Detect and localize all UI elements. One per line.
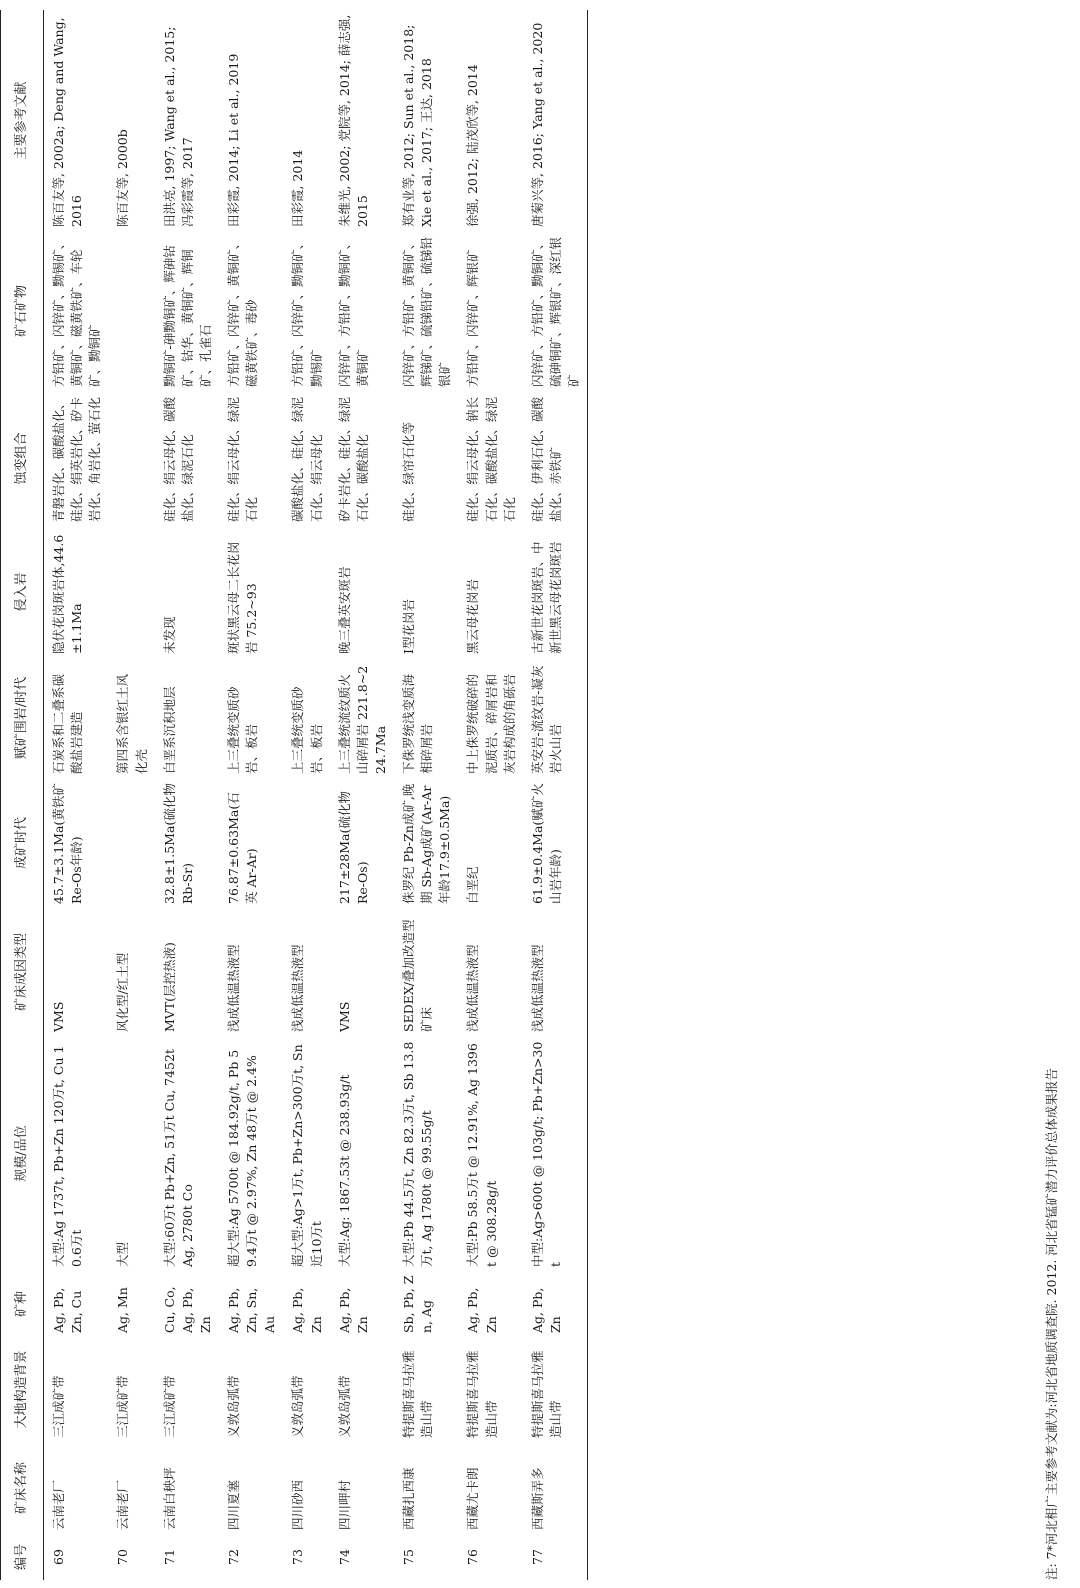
table-cell: VMS (336, 1001, 352, 1032)
table-cell: 下侏罗统浅变质海相碎屑岩 (401, 673, 435, 774)
table-cell: SEDEX/叠加改造型矿床 (401, 919, 435, 1032)
table-cell: 217±28Ma(硫化物 Re-Os) (336, 791, 370, 904)
table-row (523, 10, 588, 1580)
column-header: 编号 (1, 1534, 44, 1580)
table-cell: Cu, Co, Ag, Pb, Zn (161, 1286, 213, 1333)
table-cell: 中上侏罗统破碎的泥质岩、碎屑岩和灰岩构成的角砾岩 (465, 673, 517, 774)
table-cell: 浅成低温热液型 (465, 944, 481, 1032)
table-cell (108, 526, 154, 658)
table-cell: VMS (51, 1001, 66, 1032)
table-cell: 云南老厂 (115, 1479, 131, 1530)
table-cell: 义敦岛弧带 (290, 1375, 306, 1438)
table-cell: 田彩霞, 2014 (290, 149, 306, 227)
table-cell: 大型 (115, 1241, 131, 1267)
table-cell: 大型:Ag 1737t, Pb+Zn 120万t, Cu 10.6万t (51, 1045, 85, 1267)
table-cell: 77 (523, 1534, 588, 1580)
table-cell: 云南老厂 (51, 1479, 66, 1530)
table-cell: 风化型/红土型 (115, 952, 131, 1032)
table-cell: 三江成矿带 (51, 1375, 66, 1438)
table-header-row (1, 10, 44, 1580)
table-cell: 硅化、绢云母化、钠长石化、碳酸盐化、绿泥石化 (465, 396, 517, 522)
column-header: 矿石矿物 (1, 231, 44, 391)
table-cell: 特提斯喜马拉雅造山带 (465, 1350, 499, 1438)
table-row (155, 10, 219, 1580)
table-cell: 西藏斯弄多 (523, 1442, 588, 1534)
table-cell: Ag, Pb, Zn, Sn, Au (226, 1287, 278, 1333)
table-cell: 32.8±1.5Ma(硫化物 Rb-Sr) (161, 783, 195, 904)
table-cell: 田彩霞, 2014; Li et al., 2019 (226, 53, 241, 227)
table-cell: Ag, Pb, Zn (336, 1287, 370, 1333)
table-cell: 70 (115, 1549, 131, 1565)
table-cell: 徐强, 2012; 陆茂欣等, 2014 (465, 64, 481, 227)
deposit-table (0, 10, 588, 1580)
column-header: 矿床名称 (1, 1442, 44, 1534)
table-cell: 未发现 (161, 616, 177, 654)
column-header: 侵入岩 (1, 526, 44, 658)
table-cell: 三江成矿带 (115, 1375, 131, 1438)
table-cell: 第四系含银红土风化壳 (115, 673, 149, 774)
table-cell: 陈百友等, 2002a; Deng and Wang, 2016 (51, 17, 85, 227)
table-cell: 硅化、绢云母化、绿泥石化 (226, 396, 260, 522)
table-cell: 闪锌矿、方铅矿、黝铜矿、硫砷铜矿、辉银矿、深红银矿 (523, 231, 588, 391)
table-cell: 浅成低温热液型 (290, 944, 306, 1032)
table-cell: 闪锌矿、方铅矿、黝铜矿、黄铜矿 (336, 236, 370, 387)
table-cell: 中型:Ag>600t @ 103g/t; Pb+Zn>30t (523, 1036, 588, 1271)
table-cell: 黑云母花岗岩 (465, 578, 481, 654)
table-cell: 矽卡岩化、硅化、绿泥石化、碳酸盐化 (336, 396, 370, 522)
table-row (458, 10, 522, 1580)
table-cell: 白垩系沉积地层 (161, 686, 177, 774)
table-cell: 超大型:Ag 5700t @ 184.92g/t, Pb 59.4万t @ 2.97%, Zn 48万t @ 2.4% (226, 1049, 260, 1267)
table-cell (108, 778, 154, 908)
table-cell: 石炭系和二叠系碳酸盐岩建造 (51, 673, 85, 774)
table-row (283, 10, 329, 1580)
table-cell: 隐伏花岗斑岩体,44.6±1.1Ma (51, 534, 85, 654)
table-cell: 白垩纪 (465, 866, 481, 904)
table-cell: 超大型:Ag>1万t, Pb+Zn>300万t, Sn近10万t (290, 1044, 324, 1267)
table-cell: 方铅矿、闪锌矿、辉银矿 (465, 249, 481, 387)
table-cell: 大型:Pb 44.5万t, Zn 82.3万t, Sb 13.8万t, Ag 1780t @ 99.55g/t (401, 1041, 435, 1267)
table-cell: 硅化、伊利石化、碳酸盐化、赤铁矿 (523, 391, 588, 526)
table-cell: 陈百友等, 2000b (115, 129, 131, 227)
table-cell: 斑状黑云母二长花岗岩 75.2~93 (226, 541, 260, 654)
table-cell: 76.87±0.63Ma(石英 Ar-Ar) (226, 792, 260, 904)
column-header: 矿种 (1, 1271, 44, 1337)
column-header: 蚀变组合 (1, 391, 44, 526)
table-cell: 上三叠统变质砂岩、板岩 (290, 686, 324, 774)
column-header: 矿床成因类型 (1, 908, 44, 1036)
table-cell: I型花岗岩 (401, 599, 416, 654)
table-cell: 特提斯喜马拉雅造山带 (401, 1350, 435, 1438)
table-cell: 方铅矿、闪锌矿、黄铜矿、磁黄铁矿、毒砂 (226, 236, 260, 387)
table-cell: 晚三叠英安斑岩 (336, 566, 352, 654)
table-cell: 朱维光, 2002; 党院等, 2014; 薛志强, 2015 (336, 14, 370, 227)
table-cell: 四川呷村 (336, 1479, 352, 1530)
table-cell: 西藏扎西康 (401, 1467, 416, 1530)
table-cell: 闪锌矿、方铅矿、黄铜矿、辉锑矿、硫锑铅矿、硫锑铅银矿 (401, 236, 453, 387)
table-footnote: 注: 7*河北相广主要参考文献为:河北省地质调查院. 2012. 河北省锰矿潜力评价总体成果报告 (1044, 1068, 1059, 1580)
table-cell: 45.7±3.1Ma(黄铁矿 Re-Os年龄) (51, 783, 85, 904)
table-body (44, 10, 588, 1580)
table-cell: Ag, Pb, Zn (523, 1271, 588, 1337)
column-header: 大地构造背景 (1, 1337, 44, 1442)
column-header: 成矿时代 (1, 778, 44, 908)
table-cell: 上三叠统变质砂岩、板岩 (226, 686, 260, 774)
table-cell: Sb, Pb, Zn, Ag (401, 1275, 435, 1333)
table-cell: 义敦岛弧带 (226, 1375, 241, 1438)
table-cell (108, 231, 154, 391)
table-cell: 黝铜矿-砷黝铜矿、辉砷钴矿、钴华、黄铜矿、辉铜矿、孔雀石 (161, 245, 213, 387)
table-cell: 田洪亮, 1997; Wang et al., 2015; 冯彩霞等, 2017 (161, 26, 195, 227)
table-cell: 四川夏塞 (226, 1479, 241, 1530)
table-cell: 大型:Ag: 1867.53t @ 238.93g/t (336, 1074, 352, 1267)
table-cell: 硅化、绿帘石化等 (401, 421, 416, 522)
table-cell: 大型:60万t Pb+Zn, 51万t Cu, 7452t Ag, 2780t Co (161, 1049, 195, 1267)
table-cell: 61.9±0.4Ma(赋矿火山岩年龄) (523, 778, 588, 908)
table-cell: MVT(层控热液) (161, 942, 177, 1032)
table-cell: 古新世花岗斑岩、中新世黑云母花岗斑岩 (523, 526, 588, 658)
table-cell: Ag, Mn (115, 1287, 131, 1333)
table-row (394, 10, 458, 1580)
table-cell: Ag, Pb, Zn (465, 1287, 499, 1333)
table-cell: 义敦岛弧带 (336, 1375, 352, 1438)
table-cell: 唐菊兴等, 2016; Yang et al., 2020 (523, 10, 588, 231)
table-cell: 郑有业等, 2012; Sun et al., 2018; Xie et al., 2017; 王达, 2018 (401, 24, 435, 227)
table-cell: 72 (226, 1549, 241, 1565)
table-cell (283, 526, 329, 658)
table-cell: 76 (465, 1549, 481, 1565)
table-cell: 上三叠统流纹质火山碎屑岩 221.8~224.7Ma (336, 665, 388, 774)
table-cell: 大型:Pb 58.5万t @ 12.91%, Ag 1396t @ 308.28g/t (465, 1043, 499, 1267)
table-cell: 浅成低温热液型 (226, 944, 241, 1032)
table-row (219, 10, 283, 1580)
table-cell: Ag, Pb, Zn, Cu (51, 1287, 85, 1333)
table-cell: 西藏尤卡朗 (465, 1467, 481, 1530)
table-cell (283, 778, 329, 908)
table-cell: 四川砂西 (290, 1479, 306, 1530)
table-row (44, 10, 109, 1580)
table-cell: 三江成矿带 (161, 1375, 177, 1438)
table-row (108, 10, 154, 1580)
table-cell: 73 (290, 1549, 306, 1565)
table-cell: 方铅矿、闪锌矿、黝铜矿、黝锡矿 (290, 236, 324, 387)
table-cell: 75 (401, 1549, 416, 1565)
column-header: 规模/品位 (1, 1036, 44, 1271)
table-cell: 硅化、绢云母化、碳酸盐化、绿泥石化 (161, 396, 195, 522)
table-cell: 青磐岩化、碳酸盐化、硅化、绢英岩化、矽卡岩化、角岩化、萤石化 (51, 396, 103, 522)
table-cell (108, 391, 154, 526)
table-cell: 云南白秧坪 (161, 1467, 177, 1530)
table-cell: 特提斯喜马拉雅造山带 (523, 1337, 588, 1442)
table-cell: 浅成低温热液型 (523, 908, 588, 1036)
column-header: 主要参考文献 (1, 10, 44, 231)
column-header: 赋矿围岩/时代 (1, 658, 44, 778)
table-row (330, 10, 394, 1580)
table-cell: 英安岩-流纹岩-凝灰岩火山岩 (523, 658, 588, 778)
table-cell: 71 (161, 1549, 177, 1565)
table-cell: 碳酸盐化、硅化、绿泥石化、绢云母化 (290, 396, 324, 522)
table-cell: 74 (336, 1549, 352, 1565)
table-cell: Ag, Pb, Zn (290, 1287, 324, 1333)
table-cell: 69 (51, 1549, 66, 1565)
table-cell: 方铅矿、闪锌矿、黝锡矿、黄铜矿、磁黄铁矿、车轮矿、黝铜矿 (51, 236, 103, 387)
table-cell: 侏罗纪 Pb-Zn成矿,晚期 Sb-Ag成矿(Ar-Ar年龄17.9±0.5Ma) (401, 783, 453, 904)
